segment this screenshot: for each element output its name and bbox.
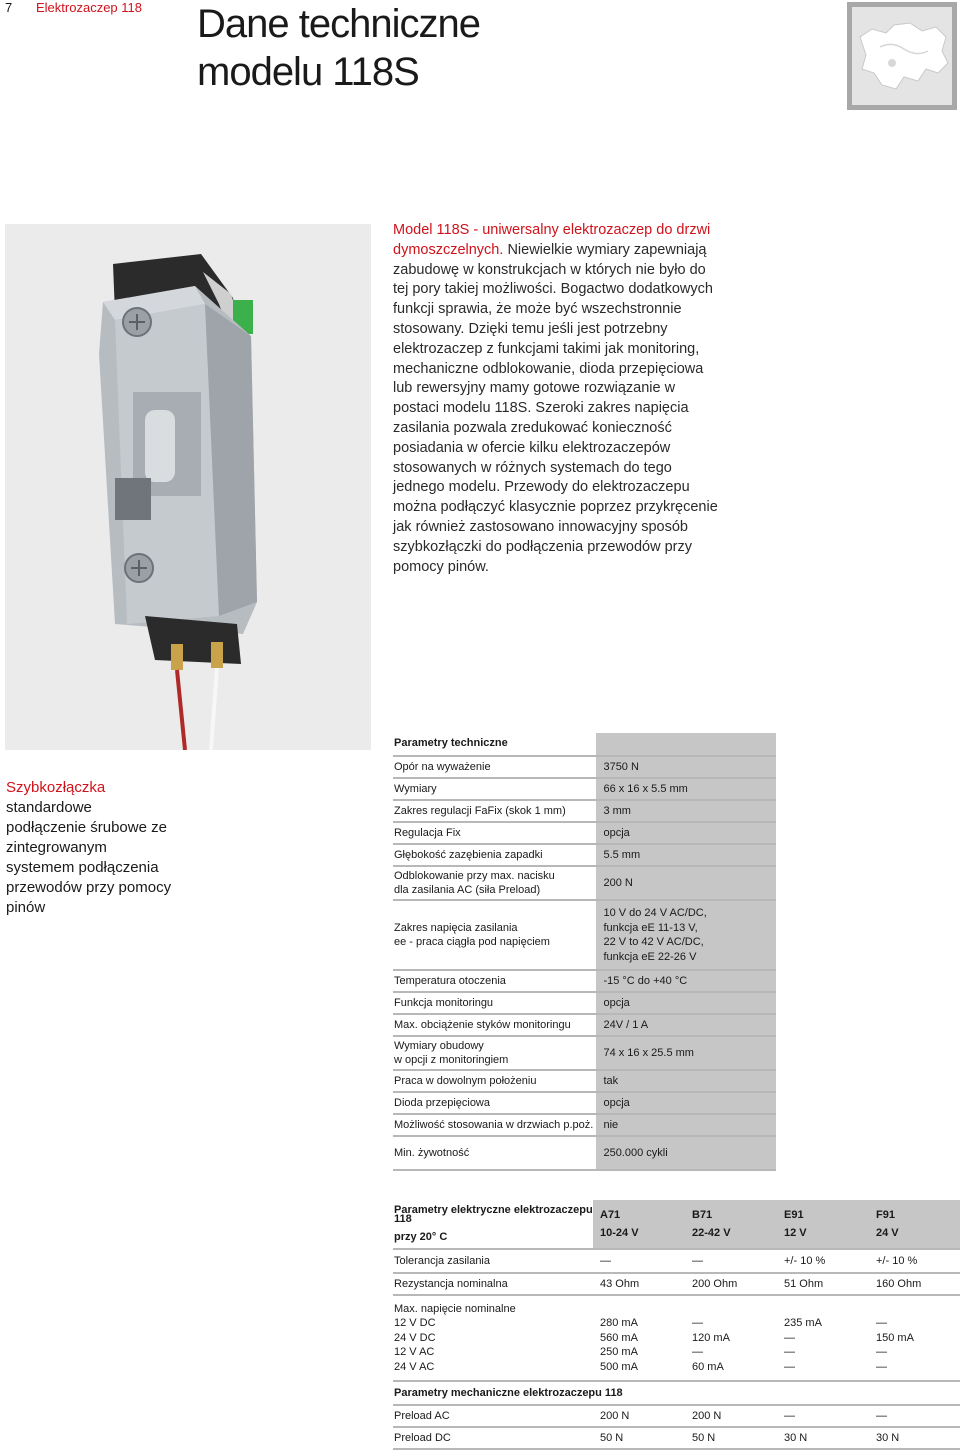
param-value: opcja <box>596 823 776 843</box>
param-name: Tolerancja zasilania <box>394 1254 490 1267</box>
param-value: opcja <box>596 993 776 1013</box>
param-value: nie <box>596 1115 776 1135</box>
elec-params-rows <box>393 1250 960 1382</box>
param-value: 160 Ohm <box>876 1277 922 1290</box>
param-value: 43 Ohm <box>600 1277 640 1290</box>
param-name: Zakres regulacji FaFix (skok 1 mm) <box>394 804 566 817</box>
elec-header-label: Parametry elektryczne elektrozaczepu 118 przy 20° C <box>394 1204 593 1243</box>
param-value: +/- 10 % <box>784 1254 826 1267</box>
intro-body: Niewielkie wymiary zapewniają zabudowę w konstrukcjach w których nie było do tej pory takiej możliwości. Bogactwo dodatkowych funkcji sprawia, że może być wszechstronnie stosowany. Dzięki temu jeśli jest potrzebny elektrozaczep z funkcjami takimi jak monitoring, mechaniczne odblokowanie, dioda przepięciowa lub rewersyjny mamy gotowe rozwiązanie w postaci modelu 118S. Szeroki zakres napięcia zasilania pozwala zredukować konieczność posiadania w ofercie kilku elektrozaczepów stosowanych w różnych systemach do tego jednego modelu. Przewody do elektrozaczepu można podłączyć klasycznie poprzez przykręcenie jak również zastosowano innowacyjny sposób szybkozłączki do podłączenia przewodów przy pomocy pinów. <box>393 241 718 575</box>
param-name: Temperatura otoczenia <box>394 974 506 987</box>
param-name: Min. żywotność <box>394 1146 470 1159</box>
table-row <box>393 757 776 779</box>
param-name: Możliwość stosowania w drzwiach p.poż. <box>394 1118 594 1131</box>
table-row <box>393 823 776 845</box>
europe-map-icon <box>852 7 952 105</box>
param-value: 66 x 16 x 5.5 mm <box>596 779 776 799</box>
side-caption-body: standardowe podłączenie śrubowe ze zintegrowanym systemem podłączenia przewodów przy pomocy pinów <box>6 799 172 916</box>
product-photo <box>5 224 371 750</box>
param-value: 30 N <box>784 1431 808 1444</box>
table-row <box>393 901 776 971</box>
param-value: 280 mA 560 mA 250 mA 500 mA <box>600 1317 638 1373</box>
param-name: Funkcja monitoringu <box>394 996 494 1009</box>
param-value: 74 x 16 x 25.5 mm <box>596 1037 776 1069</box>
table-row <box>393 779 776 801</box>
page-title-line2: modelu 118S <box>197 50 419 94</box>
intro-text <box>393 221 723 577</box>
param-name: Wymiary obudowy w opcji z monitoringiem <box>394 1039 509 1066</box>
param-value: 200 N <box>600 1409 630 1422</box>
tech-params-header-bar <box>596 733 776 755</box>
param-value: — 150 mA — — <box>876 1317 914 1373</box>
param-value: 200 Ohm <box>692 1277 738 1290</box>
mech-params-header <box>393 1382 960 1406</box>
param-value: -15 °C do +40 °C <box>596 971 776 991</box>
table-row <box>393 867 776 901</box>
table-row <box>393 801 776 823</box>
brand-logo <box>847 2 957 110</box>
param-name: Zakres napięcia zasilania ee - praca ciągła pod napięciem <box>394 921 550 948</box>
param-name: Głębokość zazębienia zapadki <box>394 848 543 861</box>
table-row <box>393 1250 960 1274</box>
side-caption <box>6 778 176 918</box>
param-value: 50 N <box>692 1431 716 1444</box>
table-row <box>393 1015 776 1037</box>
param-name: Praca w dowolnym położeniu <box>394 1074 537 1087</box>
elec-header-e91: E91 12 V <box>777 1200 869 1248</box>
param-name: Wymiary <box>394 782 437 795</box>
table-row <box>393 1274 960 1296</box>
table-row <box>393 845 776 867</box>
param-name: Opór na wyważenie <box>394 760 491 773</box>
param-value: 3 mm <box>596 801 776 821</box>
page-number: 7 <box>5 0 13 15</box>
table-row <box>393 1071 776 1093</box>
param-name: Max. napięcie nominalne 12 V DC 24 V DC 12 V AC 24 V AC <box>394 1302 516 1373</box>
param-name: Preload DC <box>394 1431 451 1444</box>
param-value: 10 V do 24 V AC/DC, funkcja eE 11-13 V, 22 V to 42 V AC/DC, funkcja eE 22-26 V <box>596 901 776 969</box>
param-name: Max. obciążenie styków monitoringu <box>394 1018 571 1031</box>
param-value: 51 Ohm <box>784 1277 824 1290</box>
param-value: 3750 N <box>596 757 776 777</box>
side-caption-lead: Szybkozłączka <box>6 779 106 796</box>
table-row <box>393 1115 776 1137</box>
elec-params-header <box>393 1200 960 1250</box>
param-name: Regulacja Fix <box>394 826 461 839</box>
param-value: — <box>600 1254 611 1267</box>
param-name: Dioda przepięciowa <box>394 1096 490 1109</box>
param-name: Preload AC <box>394 1409 450 1422</box>
param-value: 200 N <box>692 1409 722 1422</box>
page-title-line1: Dane techniczne <box>197 2 480 46</box>
elec-header-b71: B71 22-42 V <box>685 1200 777 1248</box>
mech-params-title: Parametry mechaniczne elektrozaczepu 118 <box>394 1386 623 1399</box>
table-row <box>393 1037 776 1071</box>
param-value: — 120 mA — 60 mA <box>692 1317 730 1373</box>
param-name: Rezystancja nominalna <box>394 1277 508 1290</box>
table-row <box>393 971 776 993</box>
tech-params-header <box>393 733 776 757</box>
table-row <box>393 1428 960 1450</box>
param-value: 5.5 mm <box>596 845 776 865</box>
elec-header-f91: F91 24 V <box>869 1200 960 1248</box>
param-value: 250.000 cykli <box>596 1137 776 1169</box>
table-row <box>393 1093 776 1115</box>
param-value: — <box>876 1409 887 1422</box>
param-value: 200 N <box>596 867 776 899</box>
param-value: — <box>692 1254 703 1267</box>
param-value: +/- 10 % <box>876 1254 918 1267</box>
param-value: 30 N <box>876 1431 900 1444</box>
elec-header-a71: A71 10-24 V <box>593 1200 685 1248</box>
param-value: 235 mA — — — <box>784 1317 822 1373</box>
mech-params-rows <box>393 1406 960 1450</box>
param-value: opcja <box>596 1093 776 1113</box>
param-name: Odblokowanie przy max. nacisku dla zasilania AC (siła Preload) <box>394 869 555 896</box>
param-value: 24V / 1 A <box>596 1015 776 1035</box>
elec-params-table <box>393 1200 960 1450</box>
table-row <box>393 1406 960 1428</box>
table-row <box>393 993 776 1015</box>
tech-params-table <box>393 733 776 1171</box>
tech-params-title: Parametry techniczne <box>394 737 508 749</box>
section-title: Elektrozaczep 118 <box>36 0 142 15</box>
table-row <box>393 1296 960 1382</box>
tech-params-rows <box>393 757 776 1171</box>
param-value: tak <box>596 1071 776 1091</box>
intro-lead: Model 118S - uniwersalny elektrozaczep do drzwi dymoszczelnych. <box>393 222 711 258</box>
param-value: — <box>784 1409 795 1422</box>
param-value: 50 N <box>600 1431 624 1444</box>
page-title <box>197 0 480 96</box>
table-row <box>393 1137 776 1171</box>
